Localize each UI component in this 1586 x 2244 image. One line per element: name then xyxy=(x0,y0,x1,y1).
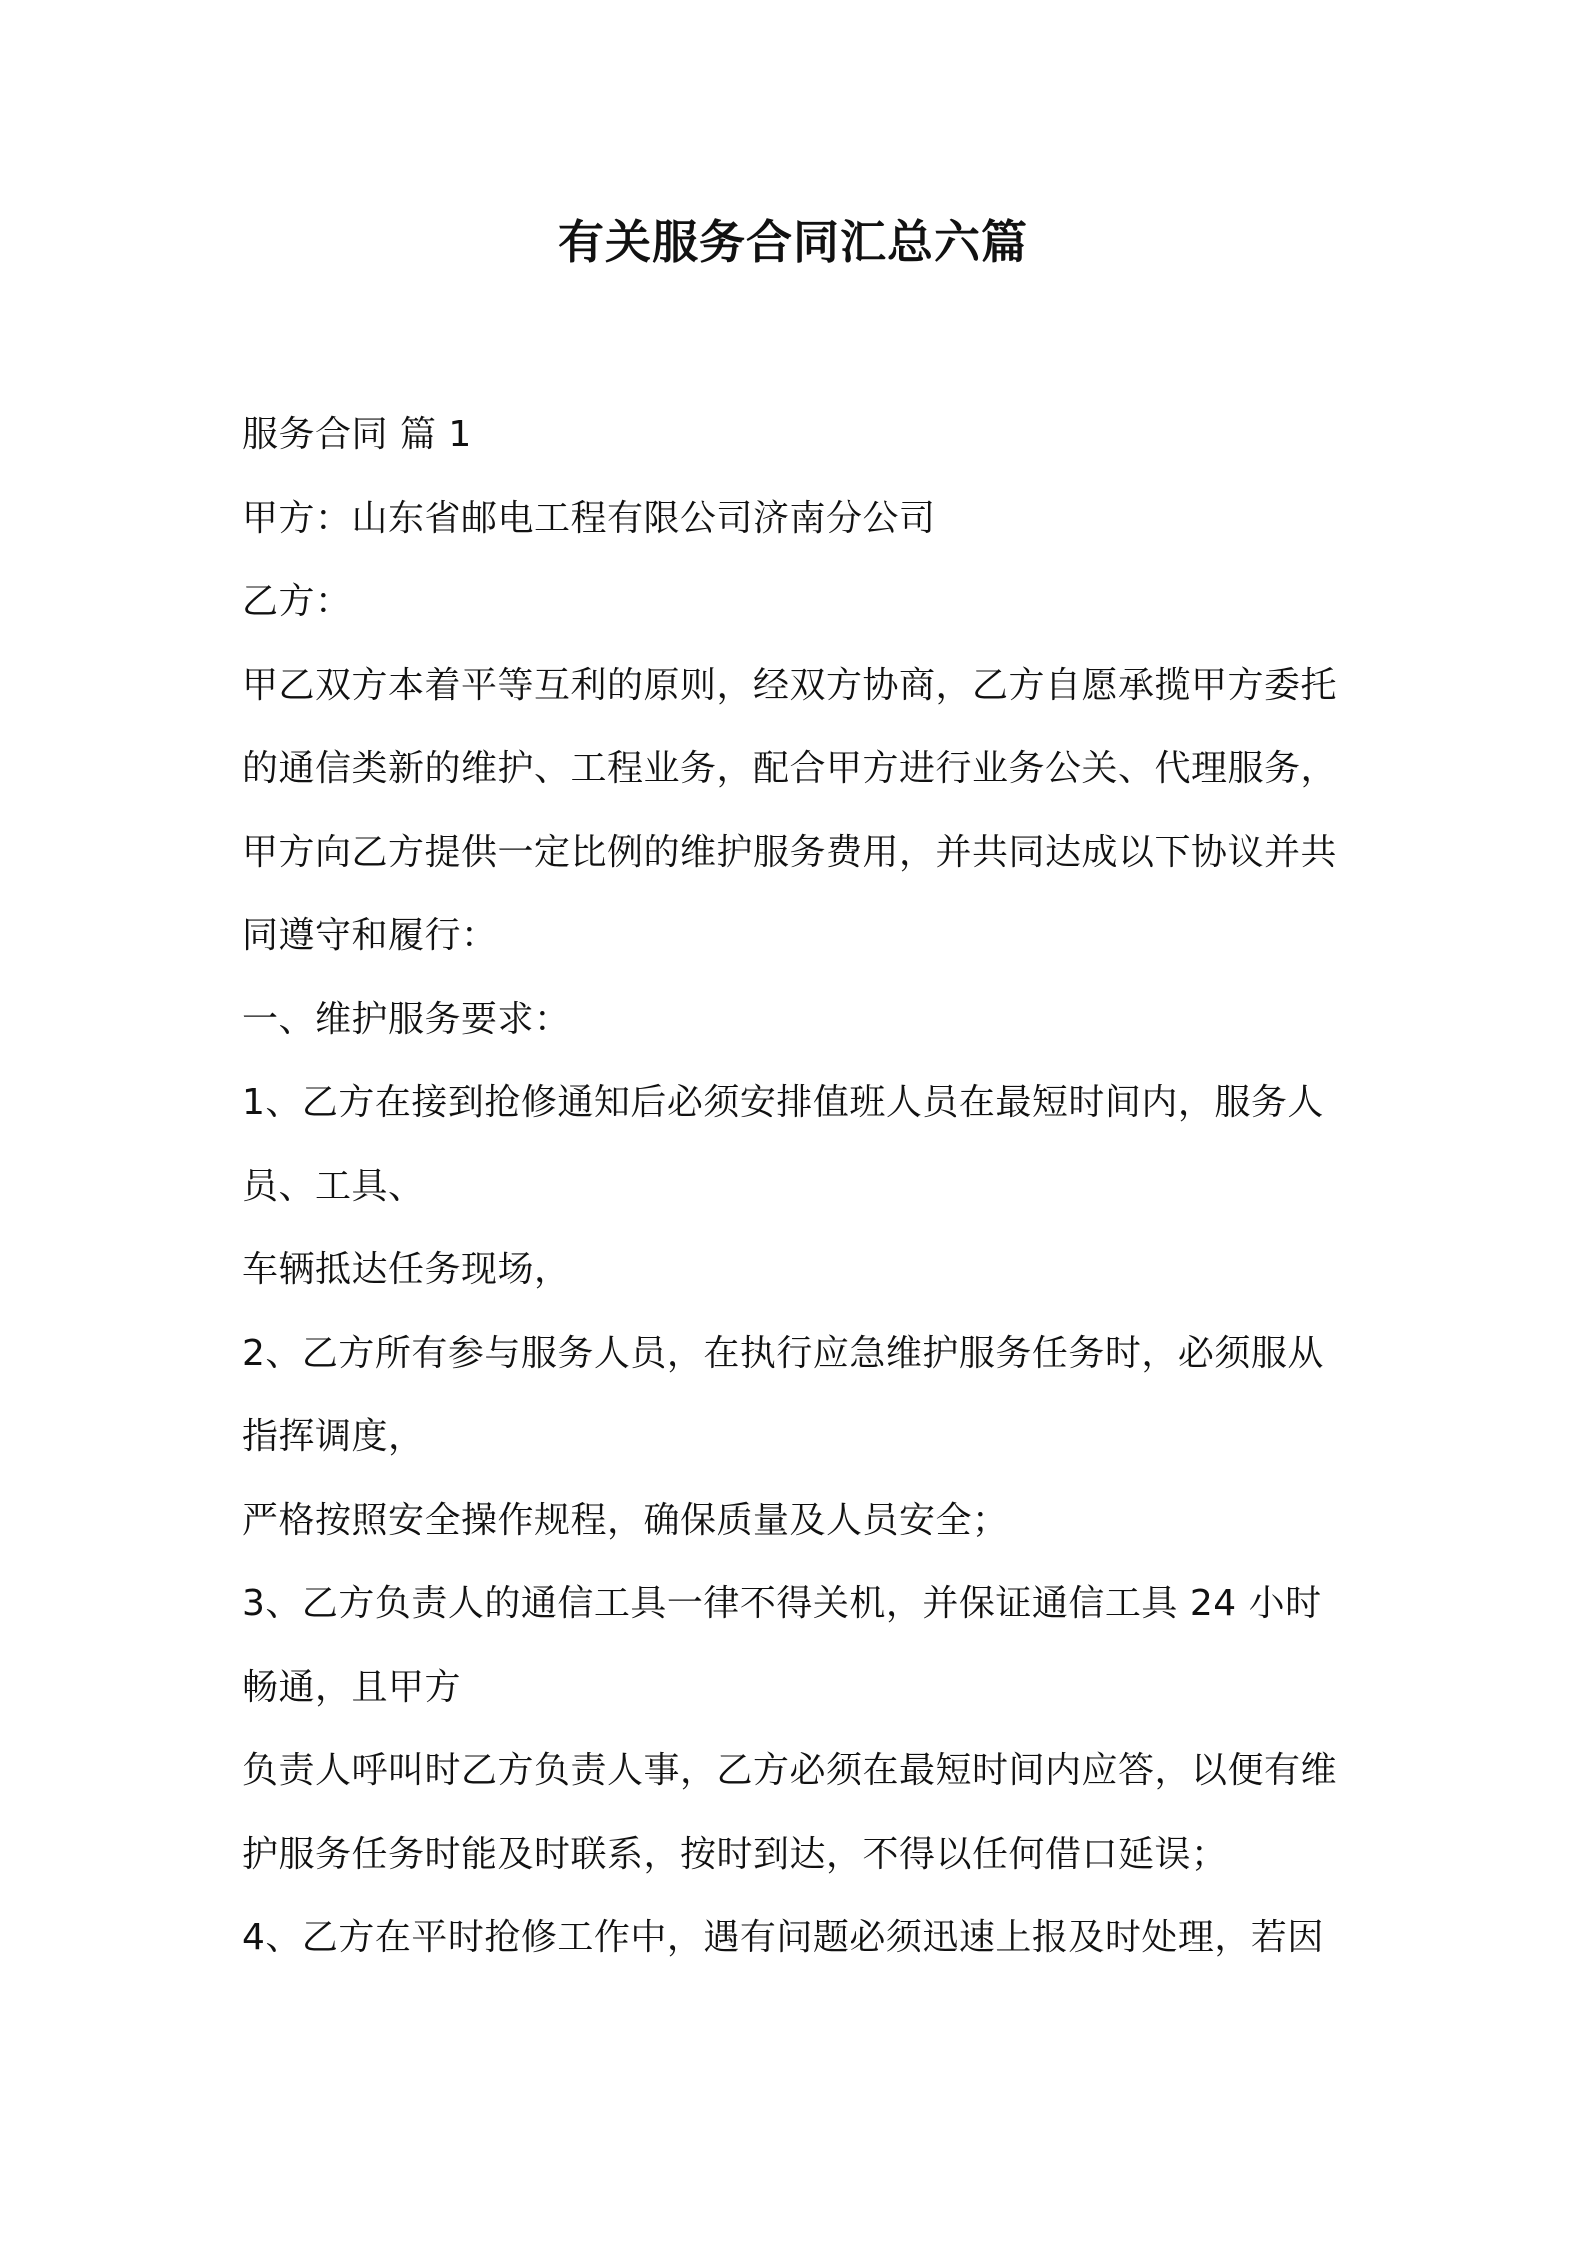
body-line: 甲方向乙方提供一定比例的维护服务费用，并共同达成以下协议并共 xyxy=(242,831,1338,873)
body-line: 护服务任务时能及时联系，按时到达，不得以任何借口延误； xyxy=(242,1833,1228,1875)
body-line: 甲方：山东省邮电工程有限公司济南分公司 xyxy=(242,497,936,539)
document-title: 有关服务合同汇总六篇 xyxy=(558,215,1028,269)
body-line: 4、乙方在平时抢修工作中，遇有问题必须迅速上报及时处理，若因 xyxy=(242,1917,1324,1958)
body-line: 一、维护服务要求： xyxy=(242,998,571,1040)
body-line: 畅通，且甲方 xyxy=(242,1666,462,1708)
body-line: 甲乙双方本着平等互利的原则，经双方协商，乙方自愿承揽甲方委托 xyxy=(242,664,1338,706)
body-line: 1、乙方在接到抢修通知后必须安排值班人员在最短时间内，服务人 xyxy=(242,1082,1324,1123)
body-line: 指挥调度， xyxy=(242,1416,425,1457)
body-line: 严格按照安全操作规程，确保质量及人员安全； xyxy=(242,1499,1009,1541)
body-line: 同遵守和履行： xyxy=(242,915,498,956)
body-line: 服务合同 篇 1 xyxy=(242,414,472,455)
body-line: 车辆抵达任务现场， xyxy=(242,1249,571,1290)
document-body xyxy=(242,412,1362,1999)
body-line: 负责人呼叫时乙方负责人事，乙方必须在最短时间内应答，以便有维 xyxy=(242,1750,1338,1791)
body-line: 2、乙方所有参与服务人员，在执行应急维护服务任务时，必须服从 xyxy=(242,1332,1324,1374)
body-line: 乙方： xyxy=(242,581,352,622)
body-line: 3、乙方负责人的通信工具一律不得关机，并保证通信工具 24 小时 xyxy=(242,1583,1322,1624)
body-line: 的通信类新的维护、工程业务，配合甲方进行业务公关、代理服务， xyxy=(242,748,1338,789)
body-line: 员、工具、 xyxy=(242,1165,425,1207)
